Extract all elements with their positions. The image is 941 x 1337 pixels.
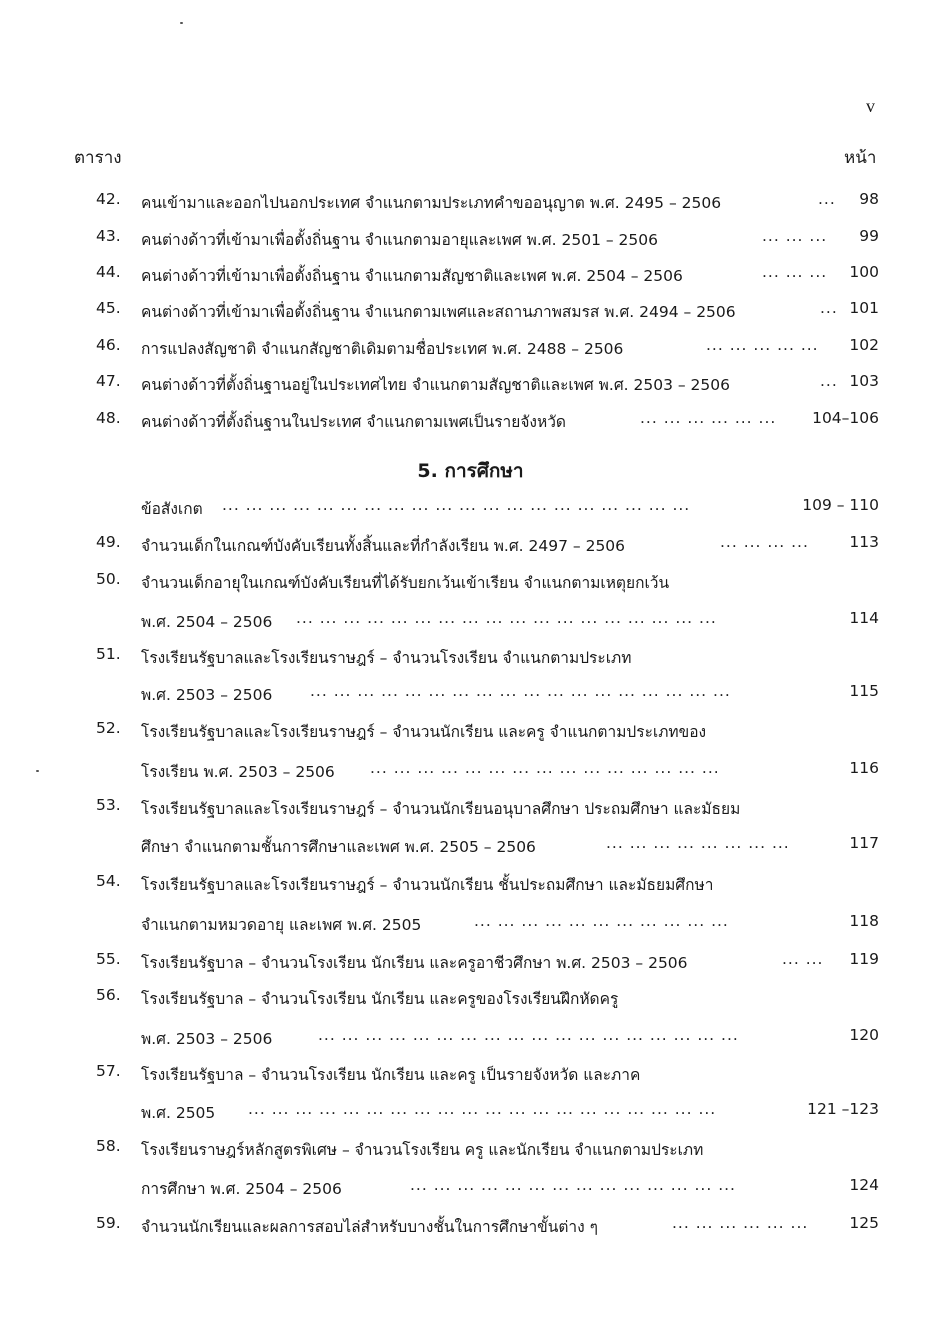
- entry-title: โรงเรียนรัฐบาล – จำนวนโรงเรียน นักเรียน และครูอาชีวศึกษา พ.ศ. 2503 – 2506: [141, 954, 688, 972]
- leader-dots: ... ... ... ... ... ... ... ... ... ... ...: [474, 912, 729, 930]
- entry-number: 55.: [96, 950, 121, 968]
- column-header-page: หน้า: [844, 148, 877, 168]
- entry-title-continued: ศึกษา จำแนกตามชั้นการศึกษาและเพศ พ.ศ. 2505 – 2506: [141, 838, 536, 856]
- entry-number: 59.: [96, 1214, 121, 1232]
- leader-dots: ... ... ... ... ... ... ... ... ... ... ... ... ... ... ... ... ... ...: [310, 682, 731, 700]
- leader-dots: ...: [820, 299, 838, 317]
- entry-page: 119: [849, 950, 879, 968]
- entry-page: 103: [849, 372, 879, 390]
- entry-number: 43.: [96, 227, 121, 245]
- entry-number: 50.: [96, 570, 121, 588]
- entry-title: จำนวนเด็กในเกณฑ์บังคับเรียนทั้งสิ้นและที่กำลังเรียน พ.ศ. 2497 – 2506: [141, 537, 626, 555]
- entry-number: 45.: [96, 299, 121, 317]
- entry-title: คนต่างด้าวที่เข้ามาเพื่อตั้งถิ่นฐาน จำแนกตามอายุและเพศ พ.ศ. 2501 – 2506: [141, 231, 658, 249]
- leader-dots: ... ... ...: [762, 263, 828, 281]
- entry-title-continued: โรงเรียน พ.ศ. 2503 – 2506: [141, 763, 335, 781]
- entry-page: 125: [849, 1214, 879, 1232]
- entry-number: 53.: [96, 796, 121, 814]
- entry-page: 116: [849, 759, 879, 777]
- entry-number: 42.: [96, 190, 121, 208]
- entry-page: 118: [849, 912, 879, 930]
- entry-title: โรงเรียนรัฐบาลและโรงเรียนราษฎร์ – จำนวนนักเรียนอนุบาลศึกษา ประถมศึกษา และมัธยม: [141, 800, 741, 818]
- entry-title-continued: พ.ศ. 2504 – 2506: [141, 613, 273, 631]
- entry-title: คนต่างด้าวที่เข้ามาเพื่อตั้งถิ่นฐาน จำแนกตามสัญชาติและเพศ พ.ศ. 2504 – 2506: [141, 267, 683, 285]
- leader-dots: ... ... ... ... ...: [706, 336, 819, 354]
- entry-number: 58.: [96, 1137, 121, 1155]
- entry-title: คนเข้ามาและออกไปนอกประเทศ จำแนกตามประเภทคำขออนุญาต พ.ศ. 2495 – 2506: [141, 194, 722, 212]
- entry-number: 56.: [96, 986, 121, 1004]
- entry-page: 99: [859, 227, 879, 245]
- entry-page: 113: [849, 533, 879, 551]
- entry-page: 109 – 110: [802, 496, 879, 514]
- entry-page: 121 –123: [807, 1100, 879, 1118]
- entry-number: 52.: [96, 719, 121, 737]
- section-title: 5. การศึกษา: [417, 460, 524, 482]
- leader-dots: ... ... ...: [762, 227, 828, 245]
- entry-title: คนต่างด้าวที่ตั้งถิ่นฐานอยู่ในประเทศไทย จำแนกตามสัญชาติและเพศ พ.ศ. 2503 – 2506: [141, 376, 731, 394]
- entry-title: โรงเรียนรัฐบาลและโรงเรียนราษฎร์ – จำนวนนักเรียน และครู จำแนกตามประเภทของ: [141, 723, 707, 741]
- entry-page: 100: [849, 263, 879, 281]
- entry-page: 120: [849, 1026, 879, 1044]
- leader-dots: ... ... ... ... ... ... ... ... ... ... ... ... ... ... ... ... ... ...: [318, 1026, 739, 1044]
- entry-page: 98: [859, 190, 879, 208]
- entry-title: โรงเรียนราษฎร์หลักสูตรพิเศษ – จำนวนโรงเรียน ครู และนักเรียน จำแนกตามประเภท: [141, 1141, 704, 1159]
- entry-title-continued: พ.ศ. 2505: [141, 1104, 216, 1122]
- entry-title-continued: การศึกษา พ.ศ. 2504 – 2506: [141, 1180, 342, 1198]
- leader-dots: ... ... ... ... ... ... ... ...: [606, 834, 790, 852]
- entry-title-continued: พ.ศ. 2503 – 2506: [141, 1030, 273, 1048]
- column-header-table: ตาราง: [74, 148, 122, 168]
- entry-number: 49.: [96, 533, 121, 551]
- page-number: v: [866, 96, 875, 116]
- leader-dots: ... ... ... ... ... ...: [672, 1214, 809, 1232]
- entry-number: 51.: [96, 645, 121, 663]
- scan-speck: [180, 22, 183, 24]
- leader-dots: ... ... ... ...: [720, 533, 809, 551]
- entry-number: 47.: [96, 372, 121, 390]
- entry-number: 44.: [96, 263, 121, 281]
- entry-number: 54.: [96, 872, 121, 890]
- leader-dots: ... ... ... ... ... ... ... ... ... ... ... ... ... ...: [410, 1176, 736, 1194]
- entry-number: 48.: [96, 409, 121, 427]
- entry-title: โรงเรียนรัฐบาล – จำนวนโรงเรียน นักเรียน และครูของโรงเรียนฝึกหัดครู: [141, 990, 619, 1008]
- leader-dots: ... ... ... ... ... ... ... ... ... ... ... ... ... ... ...: [370, 759, 720, 777]
- entry-title: จำนวนนักเรียนและผลการสอบไล่สำหรับบางชั้นในการศึกษาขั้นต่าง ๆ: [141, 1218, 598, 1236]
- leader-dots: ...: [820, 372, 838, 390]
- entry-title: จำนวนเด็กอายุในเกณฑ์บังคับเรียนที่ได้รับยกเว้นเข้าเรียน จำแนกตามเหตุยกเว้น: [141, 574, 670, 592]
- leader-dots: ... ... ... ... ... ...: [640, 409, 777, 427]
- entry-page: 115: [849, 682, 879, 700]
- entry-page: 104–106: [812, 409, 879, 427]
- entry-title: คนต่างด้าวที่เข้ามาเพื่อตั้งถิ่นฐาน จำแนกตามเพศและสถานภาพสมรส พ.ศ. 2494 – 2506: [141, 303, 736, 321]
- entry-page: 114: [849, 609, 879, 627]
- entry-page: 102: [849, 336, 879, 354]
- entry-page: 101: [849, 299, 879, 317]
- entry-title: การแปลงสัญชาติ จำแนกสัญชาติเดิมตามชื่อประเทศ พ.ศ. 2488 – 2506: [141, 340, 624, 358]
- entry-title: คนต่างด้าวที่ตั้งถิ่นฐานในประเทศ จำแนกตามเพศเป็นรายจังหวัด: [141, 413, 566, 431]
- entry-title-continued: พ.ศ. 2503 – 2506: [141, 686, 273, 704]
- leader-dots: ... ... ... ... ... ... ... ... ... ... ... ... ... ... ... ... ... ... ... ...: [248, 1100, 717, 1118]
- leader-dots: ...: [818, 190, 836, 208]
- entry-title: ข้อสังเกต: [141, 500, 203, 518]
- entry-title-continued: จำแนกตามหมวดอายุ และเพศ พ.ศ. 2505: [141, 916, 422, 934]
- entry-number: 46.: [96, 336, 121, 354]
- leader-dots: ... ... ... ... ... ... ... ... ... ... ... ... ... ... ... ... ... ...: [296, 609, 717, 627]
- scan-speck: [36, 770, 39, 772]
- entry-page: 124: [849, 1176, 879, 1194]
- entry-title: โรงเรียนรัฐบาลและโรงเรียนราษฎร์ – จำนวนโรงเรียน จำแนกตามประเภท: [141, 649, 632, 667]
- entry-page: 117: [849, 834, 879, 852]
- entry-title: โรงเรียนรัฐบาลและโรงเรียนราษฎร์ – จำนวนนักเรียน ชั้นประถมศึกษา และมัธยมศึกษา: [141, 876, 714, 894]
- leader-dots: ... ...: [782, 950, 824, 968]
- leader-dots: ... ... ... ... ... ... ... ... ... ... ... ... ... ... ... ... ... ... ... ...: [222, 496, 691, 514]
- entry-number: 57.: [96, 1062, 121, 1080]
- entry-title: โรงเรียนรัฐบาล – จำนวนโรงเรียน นักเรียน และครู เป็นรายจังหวัด และภาค: [141, 1066, 641, 1084]
